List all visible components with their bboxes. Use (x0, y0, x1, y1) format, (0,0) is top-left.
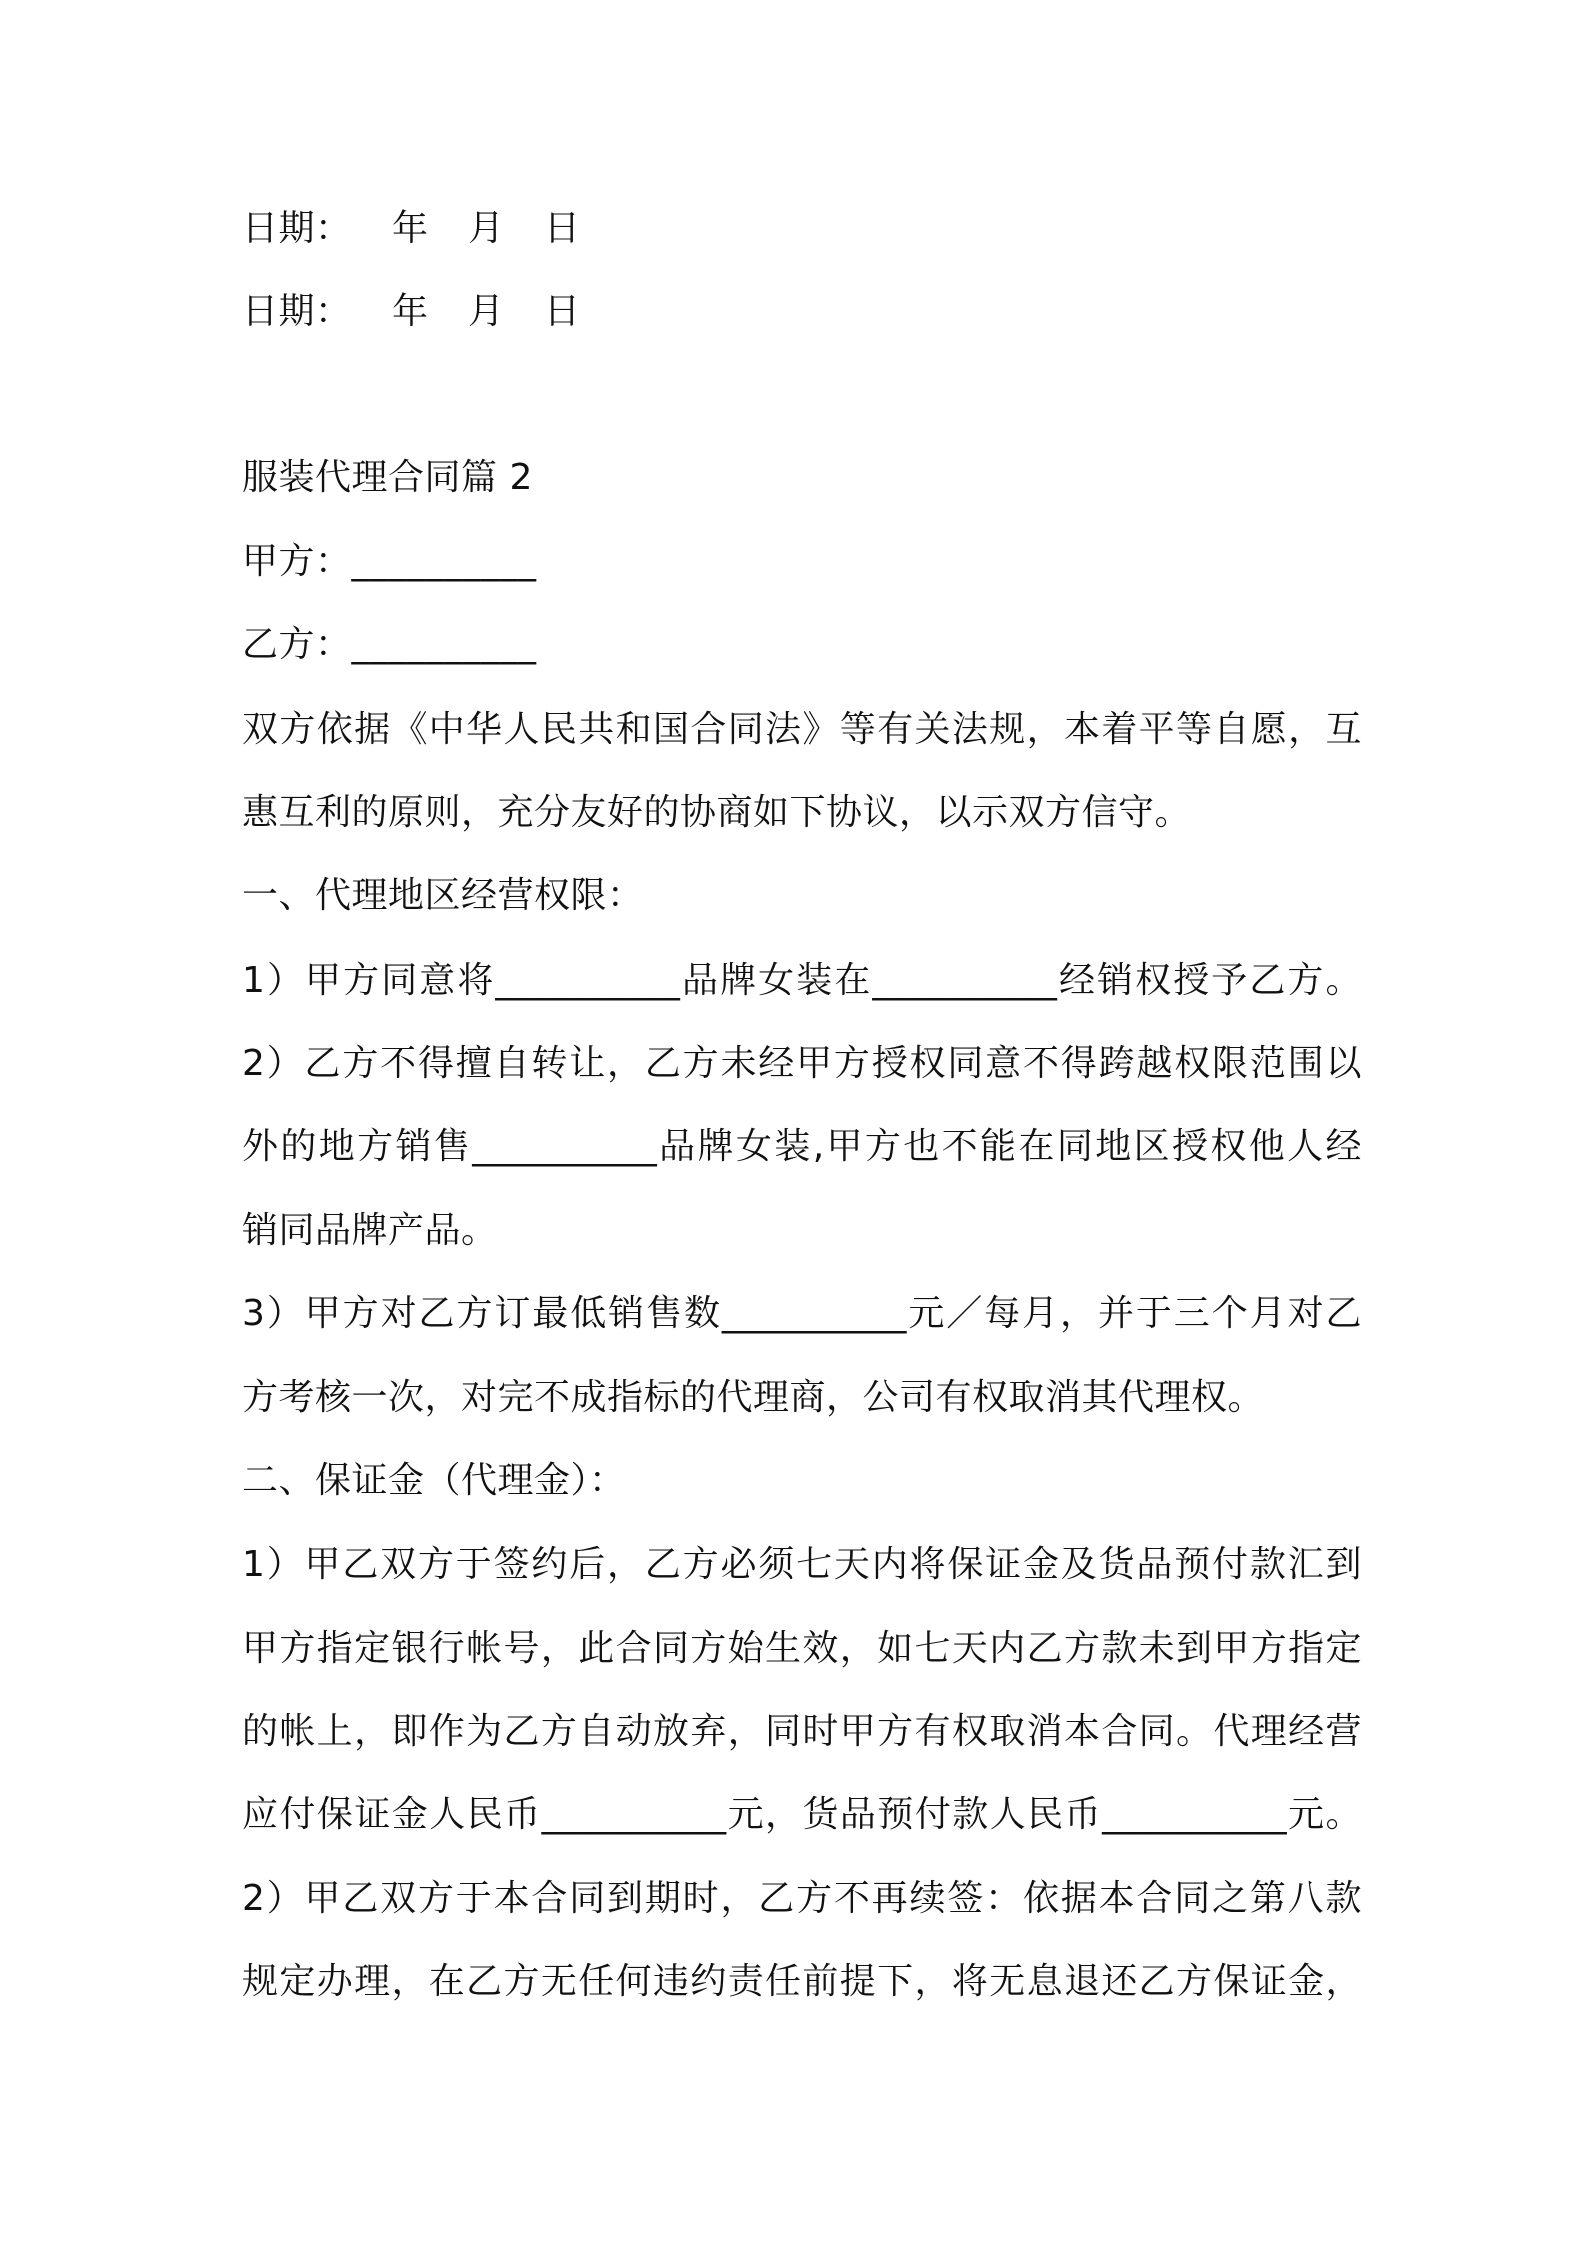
paragraph-line: 外的地方销售__________品牌女装,甲方也不能在同地区授权他人经 (242, 1126, 1362, 1167)
date-month: 月 (468, 291, 505, 332)
date-label: 日期： (242, 208, 352, 249)
paragraph-line: 方考核一次，对完不成指标的代理商，公司有权取消其代理权。 (242, 1377, 1265, 1418)
paragraph-line: 2）甲乙双方于本合同到期时，乙方不再续签：依据本合同之第八款 (242, 1878, 1362, 1919)
section-heading: 一、代理地区经营权限： (242, 875, 644, 916)
paragraph-line: 1）甲方同意将__________品牌女装在__________经销权授予乙方。 (242, 960, 1362, 1001)
paragraph-line: 应付保证金人民币__________元，货品预付款人民币__________元。 (242, 1794, 1362, 1835)
party-a-line: 甲方：__________ (242, 541, 537, 582)
section-heading: 二、保证金（代理金）： (242, 1460, 626, 1501)
paragraph-line: 3）甲方对乙方订最低销售数__________元／每月，并于三个月对乙 (242, 1293, 1362, 1334)
date-month: 月 (468, 208, 505, 249)
paragraph-line: 1）甲乙双方于签约后，乙方必须七天内将保证金及货品预付款汇到 (242, 1544, 1362, 1585)
paragraph-line: 规定办理，在乙方无任何违约责任前提下，将无息退还乙方保证金， (242, 1961, 1362, 2002)
paragraph-line: 销同品牌产品。 (242, 1210, 498, 1251)
paragraph-line: 甲方指定银行帐号，此合同方始生效，如七天内乙方款未到甲方指定 (242, 1628, 1362, 1669)
paragraph-line: 2）乙方不得擅自转让，乙方未经甲方授权同意不得跨越权限范围以 (242, 1043, 1362, 1084)
party-b-line: 乙方：__________ (242, 624, 537, 665)
paragraph-line: 的帐上，即作为乙方自动放弃，同时甲方有权取消本合同。代理经营 (242, 1711, 1362, 1752)
date-day: 日 (544, 208, 581, 249)
date-line-2 (242, 288, 1362, 336)
paragraph-line: 惠互利的原则，充分友好的协商如下协议，以示双方信守。 (242, 792, 1192, 833)
date-year: 年 (392, 208, 429, 249)
paragraph-line: 双方依据《中华人民共和国合同法》等有关法规，本着平等自愿，互 (242, 709, 1362, 750)
date-day: 日 (544, 291, 581, 332)
date-label: 日期： (242, 291, 352, 332)
date-year: 年 (392, 291, 429, 332)
date-line-1 (242, 205, 1362, 253)
contract-title: 服装代理合同篇 2 (242, 457, 533, 498)
